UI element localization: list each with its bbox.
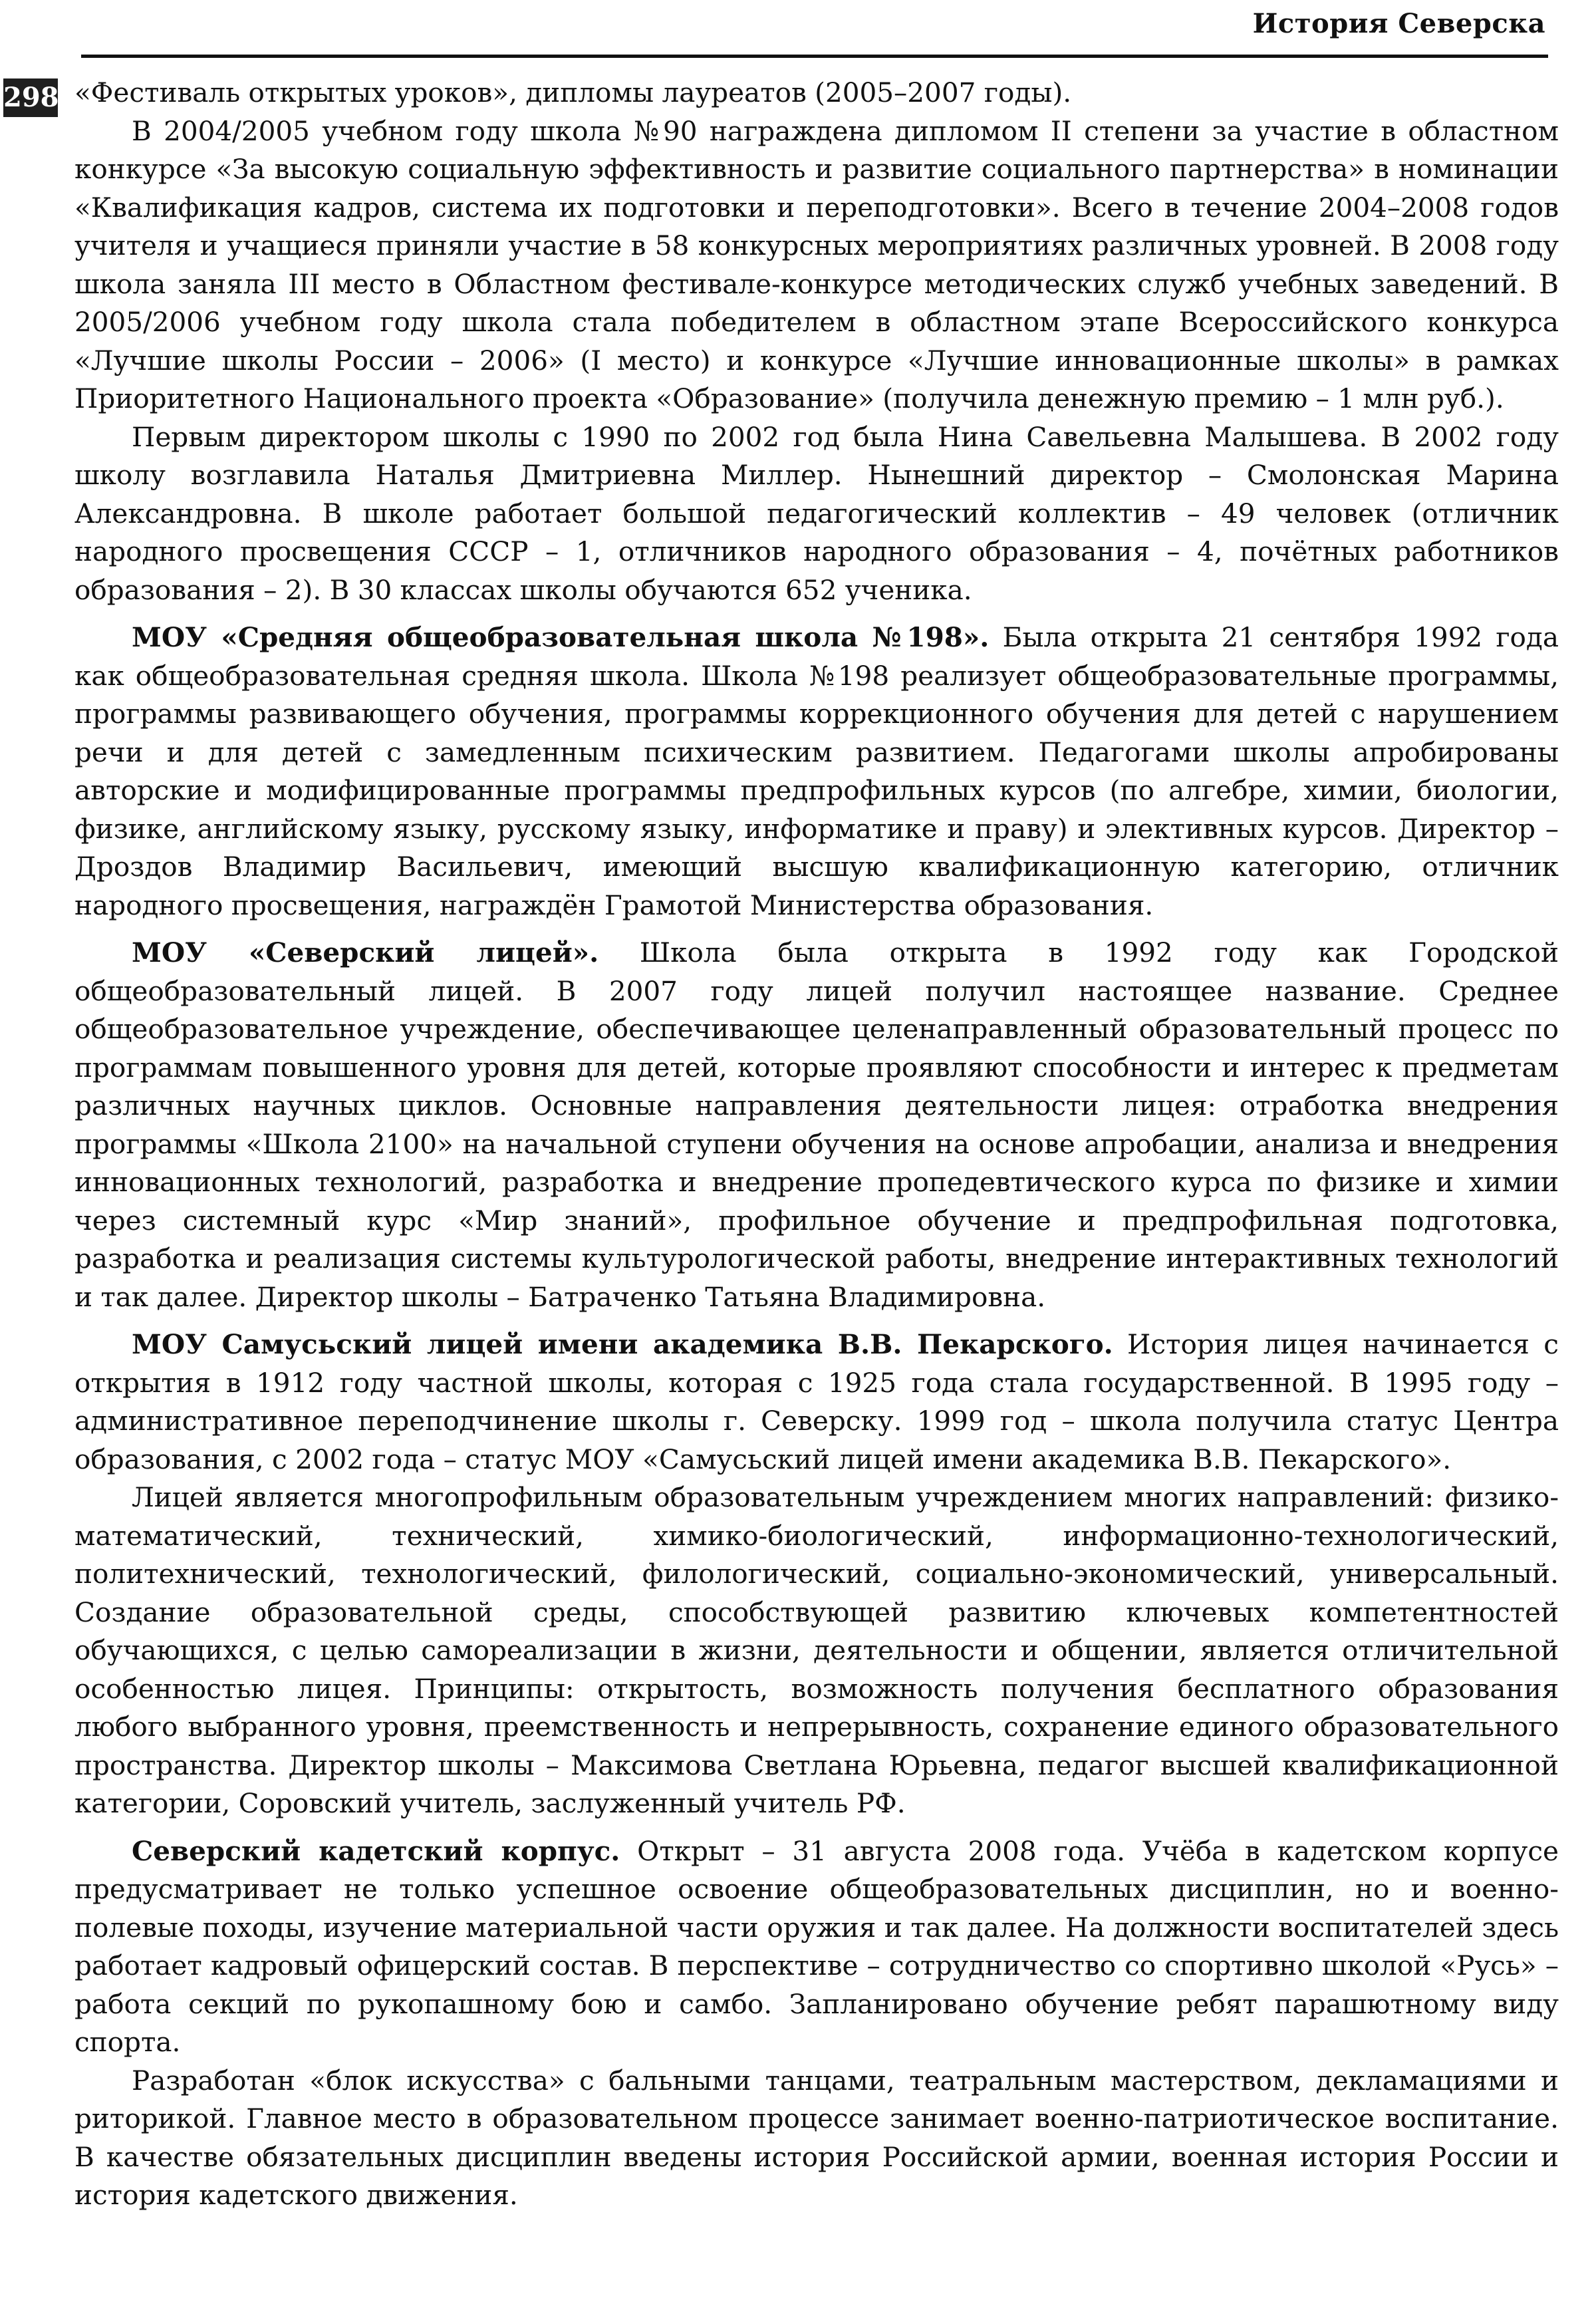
running-title: История Северска bbox=[1252, 8, 1545, 39]
section-heading-samus-lyceum: МОУ Самусьский лицей имени академика В.В. Пекарского. bbox=[132, 1328, 1113, 1360]
paragraph-school-90-awards: В 2004/2005 учебном году школа №90 награждена дипломом II степени за участие в областном конкурсе «За высокую социальную эффективность и развитие социального партнерства» в номинации «Квалификация кадров, система их подготовки и переподготовки». Всего в течение 2004–2008 годов учителя и учащиеся приняли участие в 58 конкурсных мероприятиях различных уровней. В 2008 году школа заняла III место в Областном фестивале-конкурсе методических служб учебных заведений. В 2005/2006 учебном году школа стала победителем в областном этапе Всероссийского конкурса «Лучшие школы России – 2006» (I место) и конкурсе «Лучшие инновационные школы» в рамках Приоритетного Национального проекта «Образование» (получила денежную премию – 1 млн руб.). bbox=[74, 114, 1559, 414]
section-heading-seversk-lyceum: МОУ «Северский лицей». bbox=[132, 936, 599, 968]
page-number: 298 bbox=[3, 78, 58, 117]
paragraph-cadet-arts-block: Разработан «блок искусства» с бальными танцами, театральным мастерством, декламациями и риторикой. Главное место в образовательном процессе занимает военно-патриотическое воспитание. В качестве обязательных дисциплин введены история Российской армии, военная история России и история кадетского движения. bbox=[74, 2064, 1559, 2211]
body-text bbox=[74, 74, 1559, 2215]
paragraph-cadet-corps: Северский кадетский корпус. Открыт – 31 августа 2008 года. Учёба в кадетском корпусе предусматривает не только успешное освоение общеобразовательных дисциплин, но и военно-полевые походы, изучение материальной части оружия и так далее. На должности воспитателей здесь работает кадровый офицерский состав. В перспективе – сотрудничество со спортивно школой «Русь» – работа секций по рукопашному бою и самбо. Запланировано обучение ребят парашютному виду спорта. bbox=[74, 1834, 1559, 2058]
paragraph-school-90-directors: Первым директором школы с 1990 по 2002 год была Нина Савельевна Малышева. В 2002 году школу возглавила Наталья Дмитриевна Миллер. Нынешний директор – Смолонская Марина Александровна. В школе работает большой педагогический коллектив – 49 человек (отличник народного просвещения СССР – 1, отличников народного образования – 4, почётных работников образования – 2). В 30 классах школы обучаются 652 ученика. bbox=[74, 420, 1559, 606]
paragraph-seversk-lyceum: МОУ «Северский лицей». Школа была открыта в 1992 году как Городской общеобразовательный лицей. В 2007 году лицей получил настоящее название. Среднее общеобразовательное учреждение, обеспечивающее целенаправленный образовательный процесс по программам повышенного уровня для детей, которые проявляют способности и интерес к предметам различных научных циклов. Основные направления деятельности лицея: отработка внедрения программы «Школа 2100» на начальной ступени обучения на основе апробации, анализа и внедрения инновационных технологий, разработка и внедрение пропедевтического курса по физике и химии через системный курс «Мир знаний», профильное обучение и предпрофильная подготовка, разработка и реализация системы культурологической работы, внедрение интерактивных технологий и так далее. Директор школы – Батраченко Татьяна Владимировна. bbox=[74, 936, 1559, 1313]
paragraph-samus-lyceum-history: МОУ Самусьский лицей имени академика В.В. Пекарского. История лицея начинается с открытия в 1912 году частной школы, которая с 1925 года стала государственной. В 1995 году – административное переподчинение школы г. Северску. 1999 год – школа получила статус Центра образования, с 2002 года – статус МОУ «Самусьский лицей имени академика В.В. Пекарского». bbox=[74, 1328, 1559, 1475]
section-heading-school-198: МОУ «Средняя общеобразовательная школа №198». bbox=[132, 621, 990, 653]
paragraph-festival-diplomas: «Фестиваль открытых уроков», дипломы лауреатов (2005–2007 годы). bbox=[74, 76, 1072, 108]
paragraph-samus-lyceum-profile: Лицей является многопрофильным образовательным учреждением многих направлений: физико-математический, технический, химико-биологический, информационно-технологический, политехнический, технологический, филологический, социально-экономический, универсальный. Создание образовательной среды, способствующей развитию ключевых компетентностей обучающихся, с целью самореализации в жизни, деятельности и общении, является отличительной особенностью лицея. Принципы: открытость, возможность получения бесплатного образования любого выбранного уровня, преемственность и непрерывность, сохранение единого образовательного пространства. Директор школы – Максимова Светлана Юрьевна, педагог высшей квалификационной категории, Соровский учитель, заслуженный учитель РФ. bbox=[74, 1481, 1559, 1819]
section-heading-cadet-corps: Северский кадетский корпус. bbox=[132, 1834, 620, 1867]
header-rule bbox=[81, 55, 1548, 58]
paragraph-school-198: МОУ «Средняя общеобразовательная школа №198». Была открыта 21 сентября 1992 года как общеобразовательная средняя школа. Школа №198 реализует общеобразовательные программы, программы развивающего обучения, программы коррекционного обучения для детей с нарушением речи и для детей с замедленным психическим развитием. Педагогами школы апробированы авторские и модифицированные программы предпрофильных курсов (по алгебре, химии, биологии, физике, английскому языку, русскому языку, информатике и праву) и элективных курсов. Директор – Дроздов Владимир Васильевич, имеющий высшую квалификационную категорию, отличник народного просвещения, награждён Грамотой Министерства образования. bbox=[74, 621, 1559, 921]
